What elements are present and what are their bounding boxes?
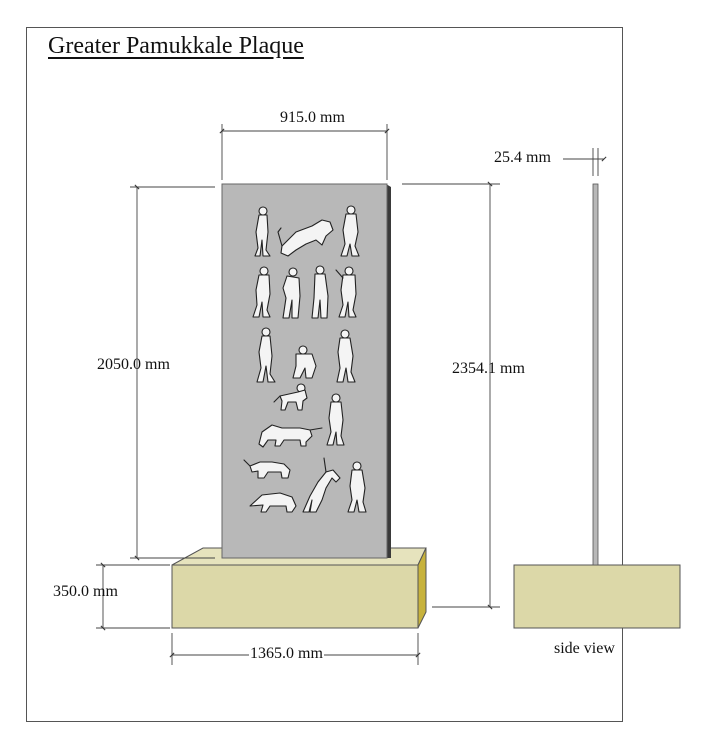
panel-height-label: 2050.0 mm bbox=[97, 356, 170, 373]
side-view bbox=[514, 184, 680, 628]
base-front-face bbox=[172, 565, 418, 628]
total-height-label: 2354.1 mm bbox=[452, 360, 525, 377]
side-view-label: side view bbox=[554, 640, 615, 657]
page-title: Greater Pamukkale Plaque bbox=[48, 33, 304, 59]
base-block bbox=[172, 548, 426, 628]
base-height-label: 350.0 mm bbox=[53, 583, 118, 600]
side-view-panel bbox=[593, 184, 598, 565]
side-view-base bbox=[514, 565, 680, 628]
base-width-label: 1365.0 mm bbox=[250, 645, 323, 662]
panel-width-label: 915.0 mm bbox=[280, 109, 345, 126]
thickness-label: 25.4 mm bbox=[494, 149, 551, 166]
